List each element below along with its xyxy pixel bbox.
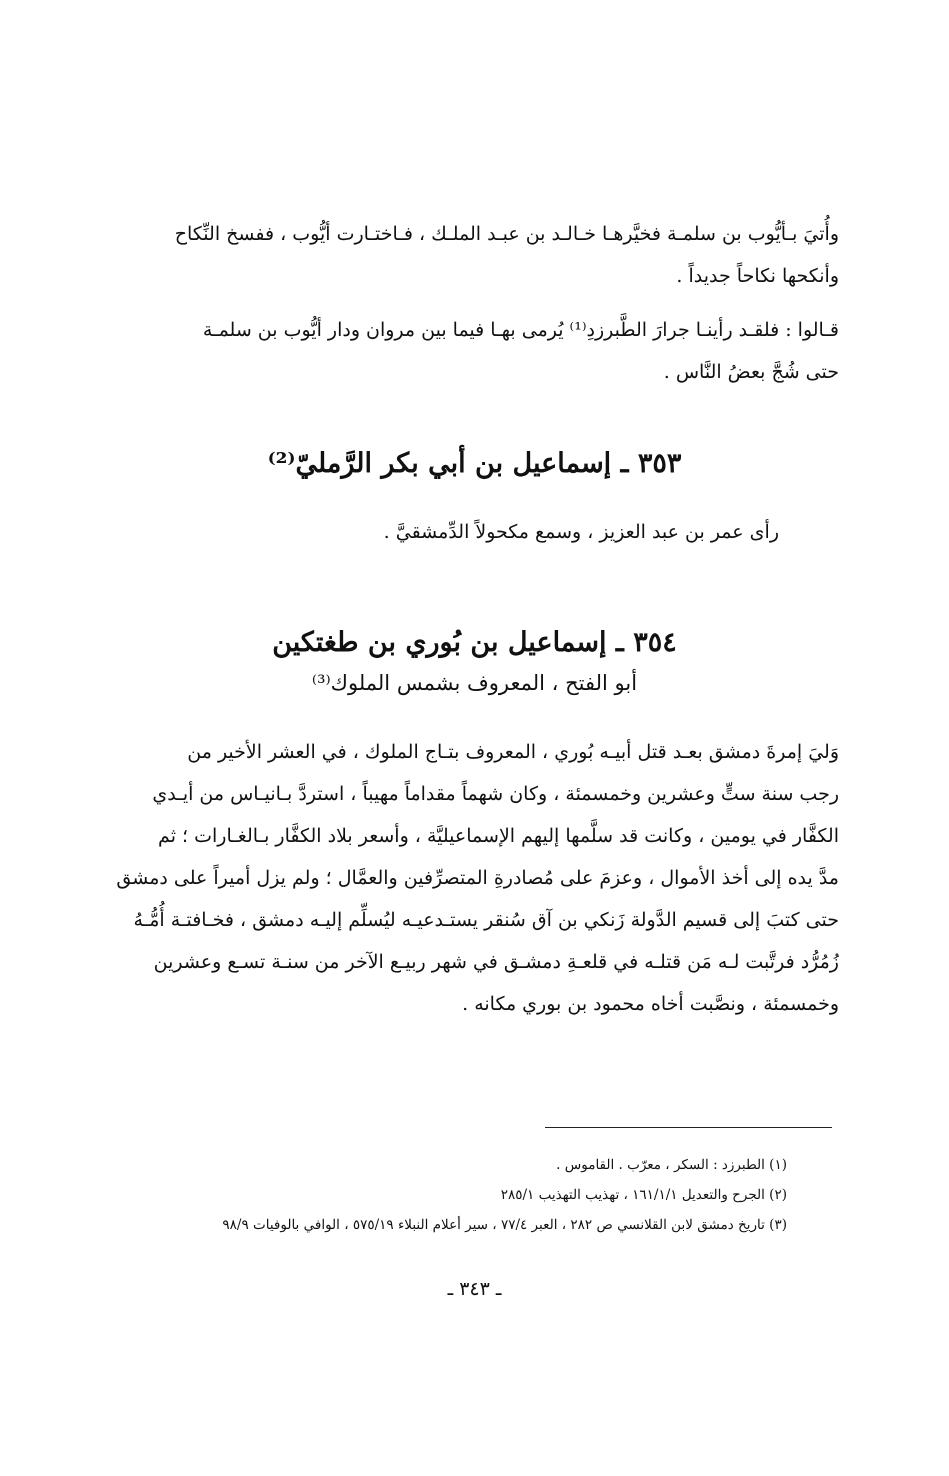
- entry-354-paragraph: [109, 731, 839, 1025]
- entry-354-subheading: أبو الفتح ، المعروف بشمس الملوك⁽³⁾: [311, 671, 638, 695]
- text-line: الكفَّار في يومين ، وكانت قد سلَّمها إليهم الإسماعيليَّة ، وأسعر بلاد الكفَّار بـالغـارات ؛ ثم: [158, 825, 839, 847]
- footnote-divider: [545, 1127, 832, 1128]
- text-line: قـالوا : فلقـد رأينـا جرارَ الطَّبرزدِ⁽¹⁾ يُرمى بهـا فيما بين مروان ودار أيُّوب بن سلمـة: [202, 319, 839, 341]
- text-line: حتى كتبَ إلى قسيم الدَّولة زَنكي بن آق سُنقر يستـدعيـه ليُسلِّم إليـه دمشق ، فخـافتـة أُمُّـهُ: [133, 909, 839, 931]
- text-line: وأنكحها نكاحاً جديداً .: [676, 265, 839, 287]
- entry-353-heading: ٣٥٣ ـ إسماعيل بن أبي بكر الرَّمليّ⁽²⁾: [267, 448, 682, 479]
- footnotes: [147, 1150, 787, 1240]
- page-number: ـ ٣٤٣ ـ: [447, 1278, 502, 1300]
- text-line: رجب سنة ستٍّ وعشرين وخمسمئة ، وكان شهماً مقداماً مهيباً ، استردَّ بـانيـاس من أيـدي: [152, 783, 839, 805]
- footnote-3: (٣) تاريخ دمشق لابن القلانسي ص ٢٨٢ ، العبر ٧٧/٤ ، سير أعلام النبلاء ٥٧٥/١٩ ، الوافي بالوفيات ٩٨/٩: [222, 1217, 787, 1233]
- text-line: مدَّ يده إلى أخذ الأموال ، وعزمَ على مُصادرةِ المتصرِّفين والعمَّال ؛ ولم يزل أميراً على دمشق: [116, 867, 839, 889]
- entry-354-heading: ٣٥٤ ـ إسماعيل بن بُوري بن طغتكين: [272, 627, 677, 658]
- footnote-2: (٢) الجرح والتعديل ١٦١/١/١ ، تهذيب التهذيب ٢٨٥/١: [500, 1187, 787, 1203]
- intro-paragraph-1: [109, 213, 839, 297]
- intro-paragraph-2: [109, 309, 839, 393]
- text-line: زُمُرُّد فرتَّبت لـه مَن قتلـه في قلعـةِ دمشـق في شهر ربيـع الآخر من سنـة تسـع وعشرين: [153, 951, 839, 973]
- footnote-1: (١) الطبرزد : السكر ، معرّب . القاموس .: [556, 1157, 787, 1173]
- text-line: وَليَ إمرةَ دمشق بعـد قتل أبيـه بُوري ، المعروف بتـاج الملوك ، في العشر الأخير من: [187, 741, 839, 763]
- entry-353-text: رأى عمر بن عبد العزيز ، وسمع مكحولاً الدِّمشقيَّ .: [383, 521, 779, 543]
- text-line: وخمسمئة ، ونصَّبت أخاه محمود بن بوري مكانه .: [462, 993, 839, 1015]
- text-line: وأُتيَ بـأيُّوب بن سلمـة فخيَّرهـا خـالـد بن عبـد الملـك ، فـاختـارت أيُّوب ، ففسخ النِّكاح: [174, 223, 839, 245]
- text-line: حتى شُجَّ بعضُ النَّاس .: [663, 361, 839, 383]
